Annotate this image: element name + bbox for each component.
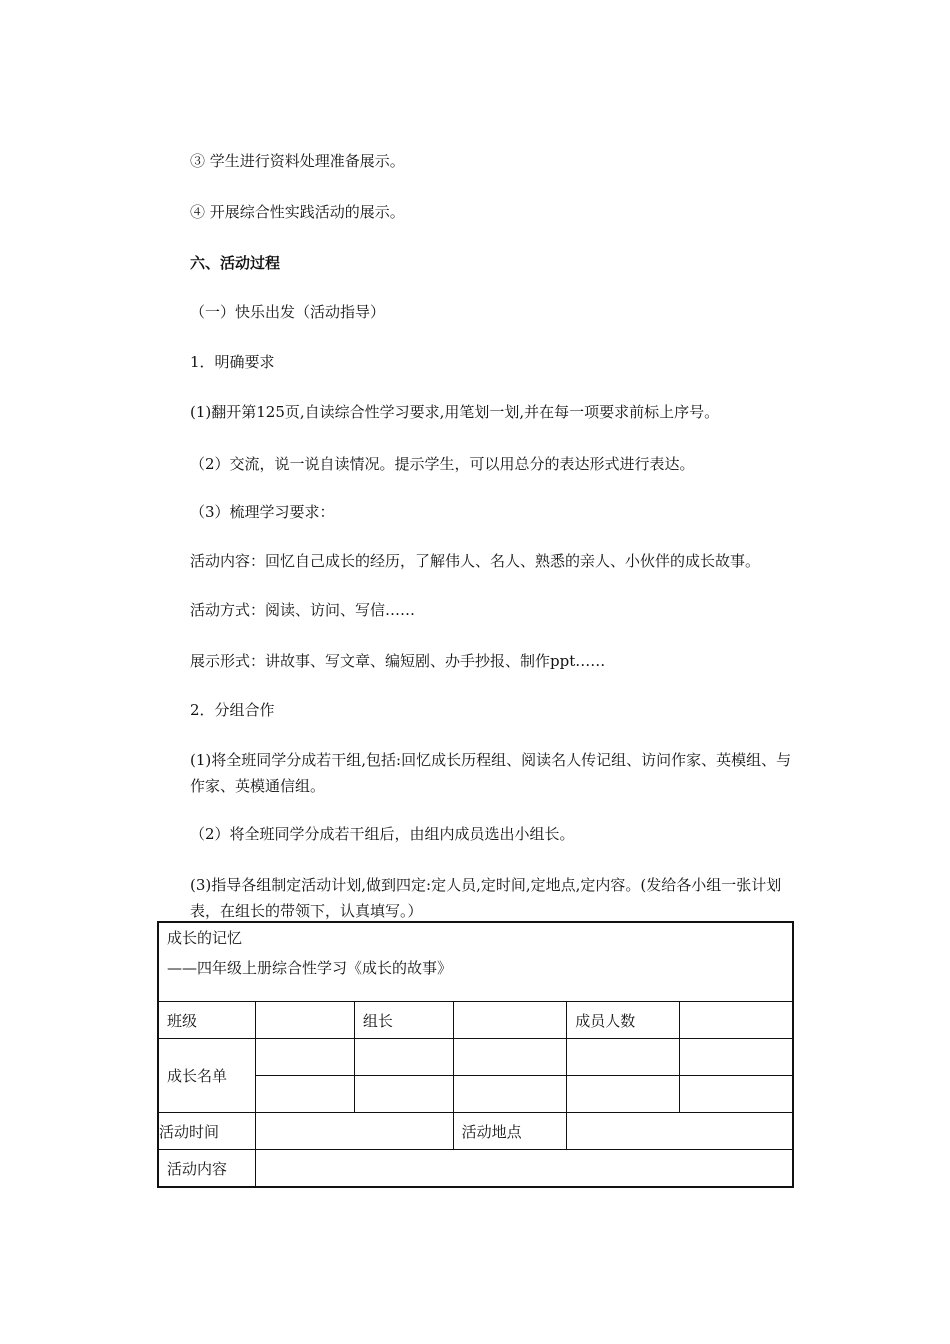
- roster-cell[interactable]: [256, 1039, 355, 1076]
- part1-item: （3）梳理学习要求：: [190, 503, 335, 521]
- step-3: ③ 学生进行资料处理准备展示。: [190, 152, 405, 170]
- time-label: 活动时间: [158, 1113, 256, 1150]
- members-count-value-cell[interactable]: [679, 1002, 793, 1039]
- activity-method: 活动方式：阅读、访问、写信……: [190, 601, 416, 619]
- class-value-cell[interactable]: [256, 1002, 355, 1039]
- part2-item: (3)指导各组制定活动计划,做到四定:定人员,定时间,定地点,定内容。(发给各小组一张计划表，在组长的带领下，认真填写。）: [190, 876, 782, 920]
- roster-label: 成长名单: [158, 1039, 256, 1113]
- members-count-label: 成员人数: [567, 1002, 680, 1039]
- roster-cell[interactable]: [453, 1039, 567, 1076]
- subsection-heading: （一）快乐出发（活动指导）: [190, 303, 386, 321]
- roster-cell[interactable]: [567, 1076, 680, 1113]
- table-title-cell: [158, 922, 793, 1002]
- roster-cell[interactable]: [256, 1076, 355, 1113]
- roster-cell[interactable]: [354, 1039, 453, 1076]
- roster-cell[interactable]: [679, 1039, 793, 1076]
- section-heading: 六、活动过程: [190, 254, 281, 272]
- roster-cell[interactable]: [453, 1076, 567, 1113]
- table-title: 成长的记忆: [167, 929, 243, 947]
- part1-item: （2）交流，说一说自读情况。提示学生，可以用总分的表达形式进行表达。: [190, 455, 695, 473]
- place-value-cell[interactable]: [567, 1113, 793, 1150]
- leader-value-cell[interactable]: [453, 1002, 567, 1039]
- table-subtitle: ——四年级上册综合性学习《成长的故事》: [167, 959, 453, 977]
- part1-heading: 1．明确要求: [190, 353, 275, 371]
- part1-item: (1)翻开第125页,自读综合性学习要求,用笔划一划,并在每一项要求前标上序号。: [190, 403, 720, 421]
- place-label: 活动地点: [453, 1113, 567, 1150]
- part2-item: （2）将全班同学分成若干组后，由组内成员选出小组长。: [190, 825, 575, 843]
- roster-cell[interactable]: [354, 1076, 453, 1113]
- activity-content: 活动内容：回忆自己成长的经历，了解伟人、名人、熟悉的亲人、小伙伴的成长故事。: [190, 552, 761, 570]
- part2-heading: 2．分组合作: [190, 701, 275, 719]
- activity-plan-table: [157, 921, 794, 1188]
- class-label: 班级: [158, 1002, 256, 1039]
- display-form: 展示形式：讲故事、写文章、编短剧、办手抄报、制作ppt……: [190, 652, 606, 670]
- content-value-cell[interactable]: [256, 1150, 793, 1188]
- leader-label: 组长: [354, 1002, 453, 1039]
- part2-item: (1)将全班同学分成若干组,包括:回忆成长历程组、阅读名人传记组、访问作家、英模组、与作家、英模通信组。: [190, 751, 792, 795]
- roster-cell[interactable]: [567, 1039, 680, 1076]
- content-label: 活动内容: [158, 1150, 256, 1188]
- time-value-cell[interactable]: [256, 1113, 453, 1150]
- roster-cell[interactable]: [679, 1076, 793, 1113]
- step-4: ④ 开展综合性实践活动的展示。: [190, 203, 405, 221]
